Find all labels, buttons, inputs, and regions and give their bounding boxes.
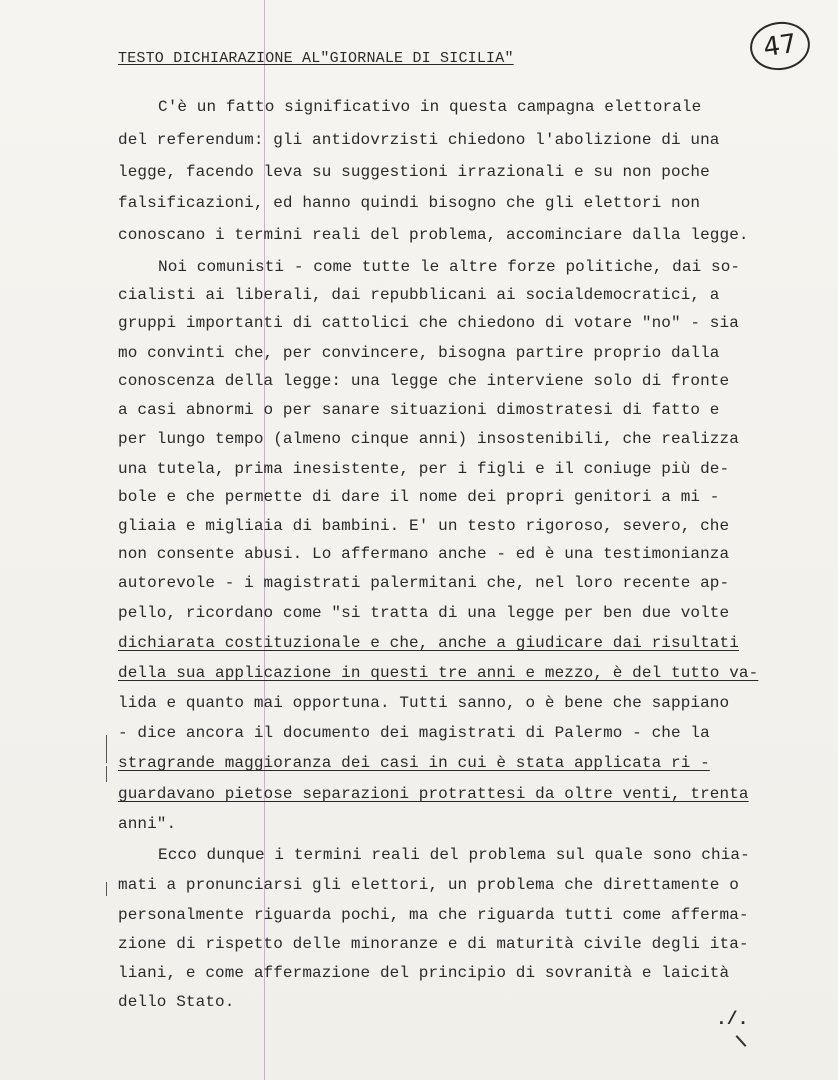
text-line: conoscenza della legge: una legge che interviene solo di fronte	[118, 372, 730, 390]
text-line: mo convinti che, per convincere, bisogna partire proprio dalla	[118, 344, 720, 362]
page-number-circled: 47	[747, 18, 813, 74]
text-line: pello, ricordano come "si tratta di una legge per ben due volte	[118, 604, 730, 622]
text-line: Noi comunisti - come tutte le altre forze politiche, dai so-	[158, 258, 741, 276]
text-line-underlined: stragrande maggioranza dei casi in cui è stata applicata ri -	[118, 754, 710, 772]
text-line: per lungo tempo (almeno cinque anni) insostenibili, che realizza	[118, 430, 739, 448]
text-line: C'è un fatto significativo in questa campagna elettorale	[158, 98, 702, 116]
text-line: cialisti ai liberali, dai repubblicani ai socialdemocratici, a	[118, 286, 720, 304]
margin-pen-mark	[106, 735, 107, 763]
text-line: bole e che permette di dare il nome dei propri genitori a mi -	[118, 488, 720, 506]
text-line: falsificazioni, ed hanno quindi bisogno che gli elettori non	[118, 194, 701, 212]
text-line: a casi abnormi o per sanare situazioni dimostratesi di fatto e	[118, 401, 720, 419]
text-line: Ecco dunque i termini reali del problema sul quale sono chia-	[158, 846, 750, 864]
pen-stroke-mark	[736, 1035, 747, 1047]
margin-pen-mark	[106, 766, 107, 782]
text-line: gliaia e migliaia di bambini. E' un testo rigoroso, severo, che	[118, 517, 730, 535]
text-line: del referendum: gli antidovrzisti chiedono l'abolizione di una	[118, 131, 720, 149]
text-line-underlined: della sua applicazione in questi tre anni e mezzo, è del tutto va-	[118, 664, 759, 682]
margin-pen-mark	[106, 882, 107, 896]
text-line: liani, e come affermazione del principio di sovranità e laicità	[118, 964, 730, 982]
text-line: zione di rispetto delle minoranze e di maturità civile degli ita-	[118, 935, 749, 953]
document-title: TESTO DICHIARAZIONE AL"GIORNALE DI SICILIA"	[118, 50, 514, 67]
text-line: dello Stato.	[118, 993, 235, 1011]
text-line: - dice ancora il documento dei magistrati di Palermo - che la	[118, 724, 710, 742]
text-line: autorevole - i magistrati palermitani che, nel loro recente ap-	[118, 574, 730, 592]
text-line: conoscano i termini reali del problema, accominciare dalla legge.	[118, 226, 749, 244]
text-line: legge, facendo leva su suggestioni irrazionali e su non poche	[118, 163, 710, 181]
text-line: una tutela, prima inesistente, per i figli e il coniuge più de-	[118, 460, 730, 478]
text-line: non consente abusi. Lo affermano anche - ed è una testimonianza	[118, 545, 730, 563]
text-line: lida e quanto mai opportuna. Tutti sanno, o è bene che sappiano	[118, 694, 730, 712]
text-line: anni".	[118, 815, 177, 833]
text-line: mati a pronunciarsi gli elettori, un problema che direttamente o	[118, 876, 739, 894]
text-line-underlined: dichiarata costituzionale e che, anche a giudicare dai risultati	[118, 634, 739, 652]
continuation-mark: ./.	[716, 1010, 749, 1030]
text-line-underlined: guardavano pietose separazioni protrattesi da oltre venti, trenta	[118, 785, 749, 803]
text-line: gruppi importanti di cattolici che chiedono di votare "no" - sia	[118, 314, 739, 332]
text-line: personalmente riguarda pochi, ma che riguarda tutti come afferma-	[118, 906, 749, 924]
